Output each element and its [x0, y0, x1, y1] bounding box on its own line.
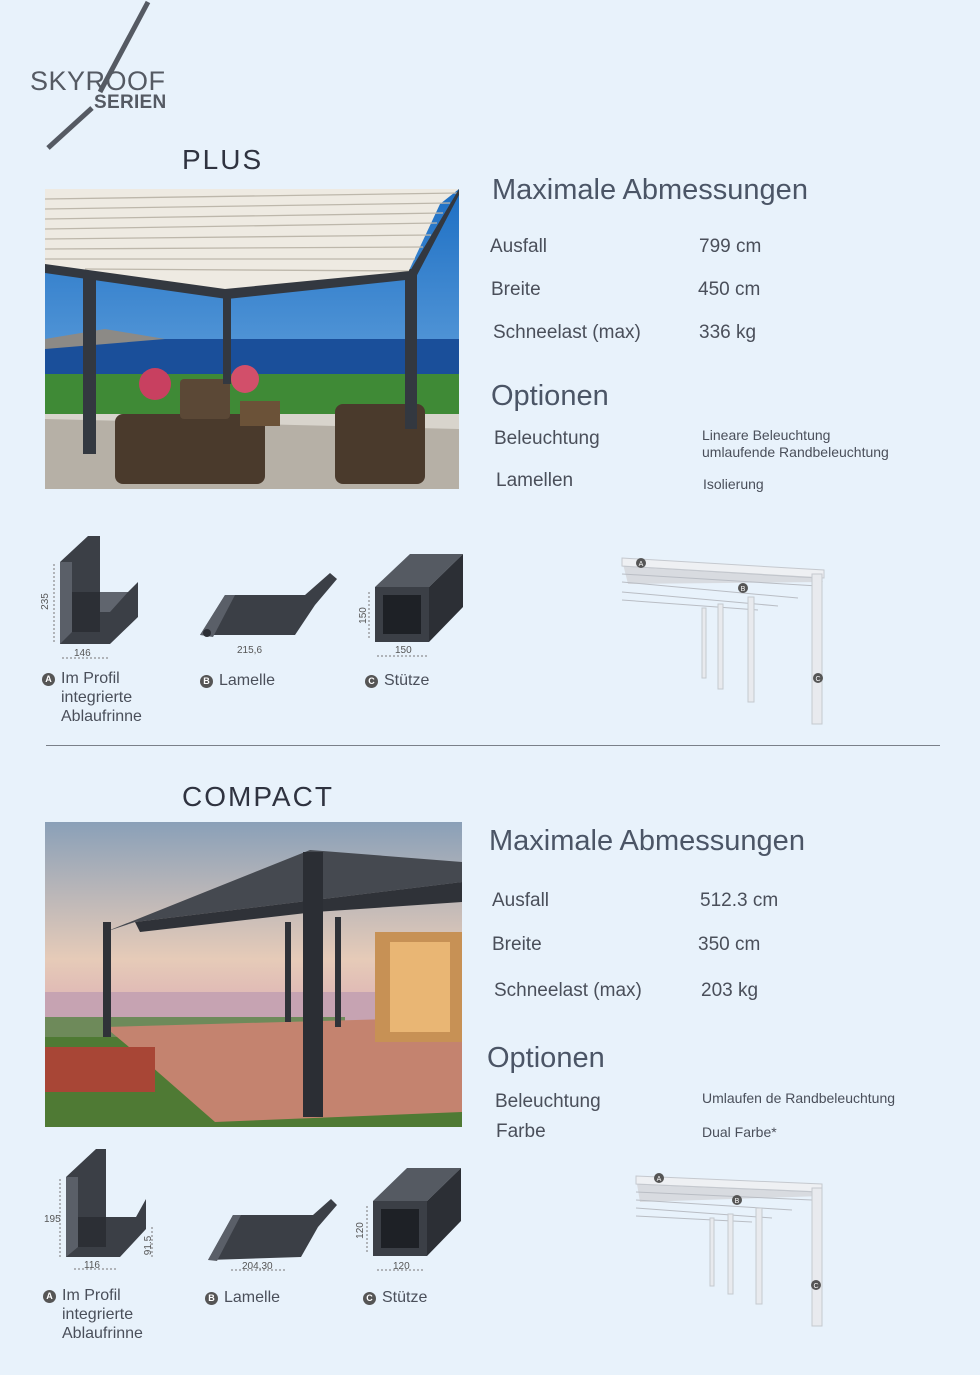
- spec-label-schneelast-compact: Schneelast (max): [494, 980, 642, 1001]
- option-label-lamellen-plus: Lamellen: [496, 470, 574, 491]
- pergola-structure-diagram-plus: [618, 552, 868, 732]
- diagram-label-b-plus: B: [740, 586, 746, 593]
- caption-profile-b-plus: B Lamelle: [200, 671, 275, 690]
- option-value-lamellen-plus: Isolierung: [703, 476, 764, 492]
- dim-height-profile-a-compact: 195: [44, 1214, 61, 1225]
- option-value-beleuchtung-compact: Umlaufen de Randbeleuchtung: [702, 1090, 896, 1106]
- section-divider: [46, 745, 940, 746]
- option-label-farbe-compact: Farbe: [496, 1121, 546, 1142]
- badge-b-icon: B: [200, 675, 213, 688]
- heading-max-dimensions-plus: Maximale Abmessungen: [492, 174, 808, 206]
- logo-text-serien: SERIEN: [94, 92, 167, 113]
- spec-label-ausfall-plus: Ausfall: [490, 236, 548, 257]
- pergola-photo-compact: [45, 822, 462, 1127]
- caption-profile-a-plus: A Im Profil integrierte Ablaufrinne: [42, 669, 142, 726]
- badge-a-icon: A: [43, 1290, 56, 1303]
- pergola-structure-diagram-compact: [632, 1168, 842, 1333]
- spec-value-schneelast-plus: 336 kg: [699, 322, 757, 343]
- dim-height-profile-a-plus: 235: [39, 593, 51, 610]
- option-label-beleuchtung-plus: Beleuchtung: [494, 428, 600, 449]
- spec-label-schneelast-plus: Schneelast (max): [493, 322, 641, 343]
- dim-width-profile-a-plus: 146: [74, 648, 91, 659]
- option-value-farbe-compact: Dual Farbe*: [702, 1124, 777, 1140]
- badge-b-icon: B: [205, 1292, 218, 1305]
- badge-a-icon: A: [42, 673, 55, 686]
- caption-profile-a-compact: A Im Profil integrierte Ablaufrinne: [43, 1286, 143, 1343]
- profile-lamella-drawing-compact: [203, 1195, 343, 1275]
- logo-text-skyroof: SKYROOF: [30, 66, 166, 96]
- dim-width-profile-b-compact: 204,30: [242, 1261, 273, 1272]
- caption-profile-b-compact: B Lamelle: [205, 1288, 280, 1307]
- profile-post-drawing-compact: [355, 1166, 465, 1276]
- spec-value-schneelast-compact: 203 kg: [701, 980, 759, 1001]
- profile-gutter-drawing-plus: [40, 532, 150, 662]
- diagram-label-a-compact: A: [656, 1176, 662, 1183]
- diagram-label-c-compact: C: [813, 1283, 819, 1290]
- profile-lamella-drawing-plus: [195, 565, 345, 645]
- diagram-label-a-plus: A: [638, 561, 644, 568]
- spec-value-breite-plus: 450 cm: [698, 279, 761, 300]
- dim-width-profile-c-compact: 120: [393, 1261, 410, 1272]
- heading-options-compact: Optionen: [487, 1042, 605, 1074]
- diagram-label-b-compact: B: [734, 1198, 740, 1205]
- dim-height-profile-c-compact: 120: [354, 1222, 366, 1239]
- profile-post-drawing-plus: [355, 552, 467, 657]
- spec-label-ausfall-compact: Ausfall: [492, 890, 550, 911]
- option-value-beleuchtung-plus: Lineare Beleuchtung umlaufende Randbeleuchtung: [702, 427, 889, 460]
- dim-height2-profile-a-compact: 91.5: [143, 1235, 155, 1256]
- dim-width-profile-c-plus: 150: [395, 645, 412, 656]
- option-label-beleuchtung-compact: Beleuchtung: [495, 1091, 601, 1112]
- caption-profile-c-compact: C Stütze: [363, 1288, 427, 1307]
- heading-max-dimensions-compact: Maximale Abmessungen: [489, 825, 805, 857]
- dim-width-profile-b-plus: 215,6: [237, 645, 263, 656]
- heading-options-plus: Optionen: [491, 380, 609, 412]
- series-title-plus: PLUS: [182, 144, 264, 175]
- series-title-compact: COMPACT: [182, 781, 334, 812]
- spec-label-breite-compact: Breite: [492, 934, 542, 955]
- dim-width-profile-a-compact: 116: [84, 1260, 100, 1271]
- spec-value-ausfall-plus: 799 cm: [699, 236, 762, 257]
- badge-c-icon: C: [365, 675, 378, 688]
- caption-profile-c-plus: C Stütze: [365, 671, 429, 690]
- diagram-label-c-plus: C: [815, 676, 821, 683]
- spec-label-breite-plus: Breite: [491, 279, 541, 300]
- spec-value-breite-compact: 350 cm: [698, 934, 761, 955]
- badge-c-icon: C: [363, 1292, 376, 1305]
- spec-value-ausfall-compact: 512.3 cm: [700, 890, 779, 911]
- pergola-photo-plus: [45, 189, 459, 489]
- dim-height-profile-c-plus: 150: [357, 607, 369, 624]
